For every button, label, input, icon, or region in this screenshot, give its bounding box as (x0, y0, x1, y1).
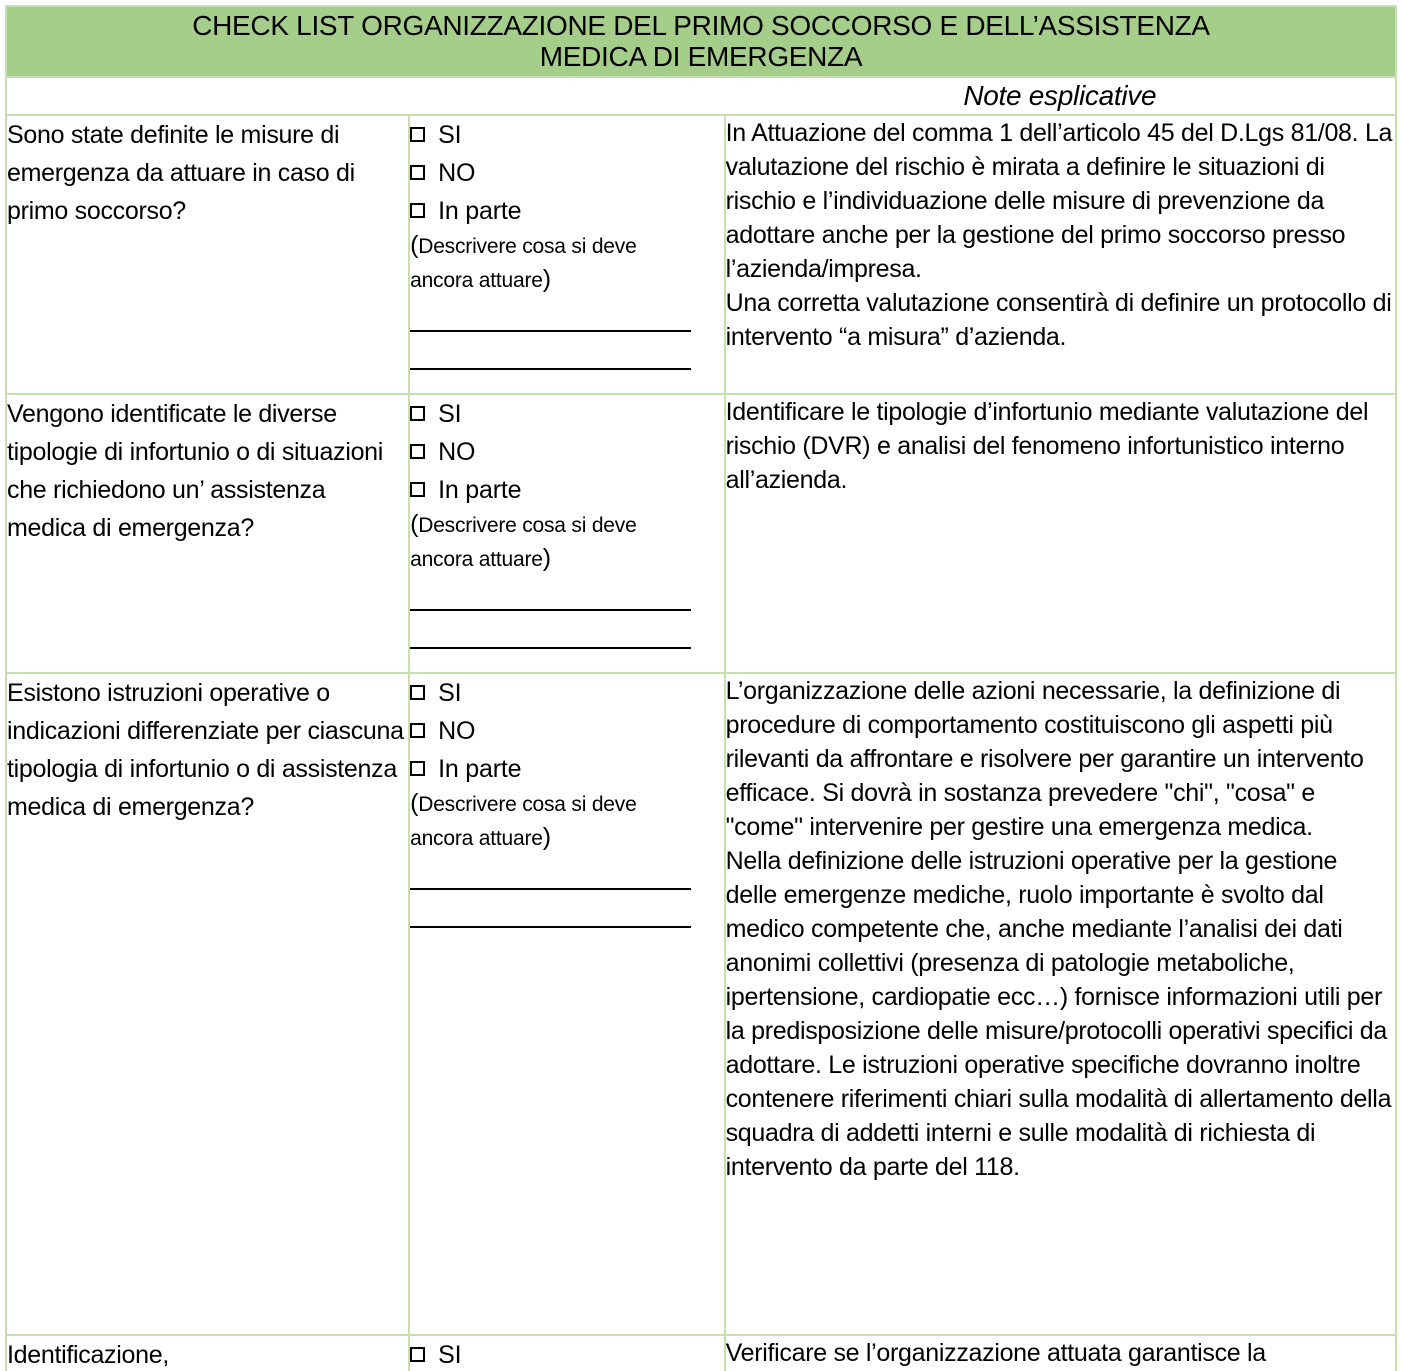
answer-option-no[interactable] (410, 712, 724, 750)
checkbox-in-parte-icon[interactable] (410, 482, 425, 497)
answer-option-si[interactable] (410, 116, 724, 154)
answer-blank-line[interactable] (410, 926, 691, 928)
note-paragraph: Nella definizione delle istruzioni operative per la gestione delle emergenze mediche, ruolo importante è svolto dal medico competente che, anche mediante l’analisi dei dati anonimi collettivi (presenza di patologie metaboliche, ipertensione, cardiopatie ecc…) fornisce informazioni utili per la predisposizione delle misure/protocolli operativi specifici da adottare. Le istruzioni operative specifiche dovranno inoltre contenere riferimenti chiari sulla modalità di allertamento della squadra di addetti interni e sulle modalità di richiesta di intervento da parte del 118. (725, 847, 1392, 1181)
option-label-in-parte: In parte (438, 476, 522, 504)
checklist-row-2 (6, 394, 1396, 673)
answer-options-cell (409, 673, 725, 1335)
checklist-row-3 (6, 673, 1396, 1335)
note-paragraph: Verificare se l’organizzazione attuata garantisce la (725, 1339, 1266, 1367)
answer-option-si[interactable] (410, 1336, 724, 1371)
option-label-no: NO (438, 159, 476, 187)
note-esplicative-header: Note esplicative (963, 80, 1157, 111)
answer-option-in-parte[interactable] (410, 471, 724, 509)
note-paragraph: In Attuazione del comma 1 dell’articolo 45 del D.Lgs 81/08. La valutazione del rischio è mirata a definire le situazioni di rischio e l’individuazione delle misure di prevenzione da adottare anche per la gestione del primo soccorso presso l’azienda/impresa. (725, 119, 1393, 283)
note-paragraph: Una corretta valutazione consentirà di definire un protocollo di intervento “a misura” d’azienda. (725, 289, 1392, 351)
answer-options-cell (409, 394, 725, 673)
answer-options-cell (409, 1335, 725, 1371)
option-label-si: SI (438, 400, 462, 428)
answer-option-in-parte[interactable] (410, 750, 724, 788)
answer-option-in-parte[interactable] (410, 192, 724, 230)
note-cell (725, 1335, 1396, 1371)
question-cell (6, 673, 409, 1335)
question-cell (6, 1335, 409, 1371)
note-cell (725, 115, 1396, 394)
question-cell (6, 394, 409, 673)
answer-blank-line[interactable] (410, 330, 691, 332)
answer-options-cell (409, 115, 725, 394)
question-text: Identificazione, (7, 1341, 169, 1369)
answer-blank-line[interactable] (410, 888, 691, 890)
table-title-cell (6, 6, 1396, 77)
checkbox-in-parte-icon[interactable] (410, 203, 425, 218)
note-cell (725, 673, 1396, 1335)
answer-blank-line[interactable] (410, 647, 691, 649)
answer-blank-line[interactable] (410, 609, 691, 611)
note-header-cell (6, 77, 1396, 115)
table-title-line1: CHECK LIST ORGANIZZAZIONE DEL PRIMO SOCCORSO E DELL’ASSISTENZA (192, 9, 1210, 41)
option-label-no: NO (438, 438, 476, 466)
answer-option-no[interactable] (410, 154, 724, 192)
checkbox-si-icon[interactable] (410, 1347, 425, 1362)
note-header-row (6, 77, 1396, 115)
describe-hint: (Descrivere cosa si deve ancora attuare) (410, 231, 637, 293)
answer-blank-line[interactable] (410, 368, 691, 370)
option-label-in-parte: In parte (438, 755, 522, 783)
option-label-si: SI (438, 1341, 462, 1369)
table-title-line2: MEDICA DI EMERGENZA (539, 40, 863, 72)
checkbox-si-icon[interactable] (410, 127, 425, 142)
describe-hint: (Descrivere cosa si deve ancora attuare) (410, 789, 637, 851)
table-title-row (6, 6, 1396, 77)
option-label-in-parte: In parte (438, 197, 522, 225)
checklist-row-4-partial (6, 1335, 1396, 1371)
question-cell (6, 115, 409, 394)
option-label-no: NO (438, 717, 476, 745)
checkbox-no-icon[interactable] (410, 165, 425, 180)
note-paragraph: Identificare le tipologie d’infortunio mediante valutazione del rischio (DVR) e analisi del fenomeno infortunistico interno all’azienda. (725, 398, 1369, 494)
answer-option-no[interactable] (410, 433, 724, 471)
describe-hint: (Descrivere cosa si deve ancora attuare) (410, 510, 637, 572)
note-cell (725, 394, 1396, 673)
question-text: Sono state definite le misure di emergenza da attuare in caso di primo soccorso? (7, 121, 355, 225)
checklist-row-1 (6, 115, 1396, 394)
answer-option-si[interactable] (410, 395, 724, 433)
note-paragraph: L’organizzazione delle azioni necessarie, la definizione di procedure di comportamento costituiscono gli aspetti più rilevanti da affrontare e risolvere per garantire un intervento efficace. Si dovrà in sostanza prevedere "chi", "cosa" e "come" intervenire per gestire una emergenza medica. (725, 677, 1364, 841)
checkbox-in-parte-icon[interactable] (410, 761, 425, 776)
question-text: Esistono istruzioni operative o indicazioni differenziate per ciascuna tipologia di infortunio o di assistenza medica di emergenza? (7, 679, 404, 821)
checkbox-si-icon[interactable] (410, 406, 425, 421)
option-label-si: SI (438, 121, 462, 149)
answer-option-si[interactable] (410, 674, 724, 712)
question-text: Vengono identificate le diverse tipologie di infortunio o di situazioni che richiedono un’ assistenza medica di emergenza? (7, 400, 384, 542)
checkbox-no-icon[interactable] (410, 444, 425, 459)
checkbox-si-icon[interactable] (410, 685, 425, 700)
first-aid-checklist-table (5, 5, 1397, 1371)
option-label-si: SI (438, 679, 462, 707)
checkbox-no-icon[interactable] (410, 723, 425, 738)
